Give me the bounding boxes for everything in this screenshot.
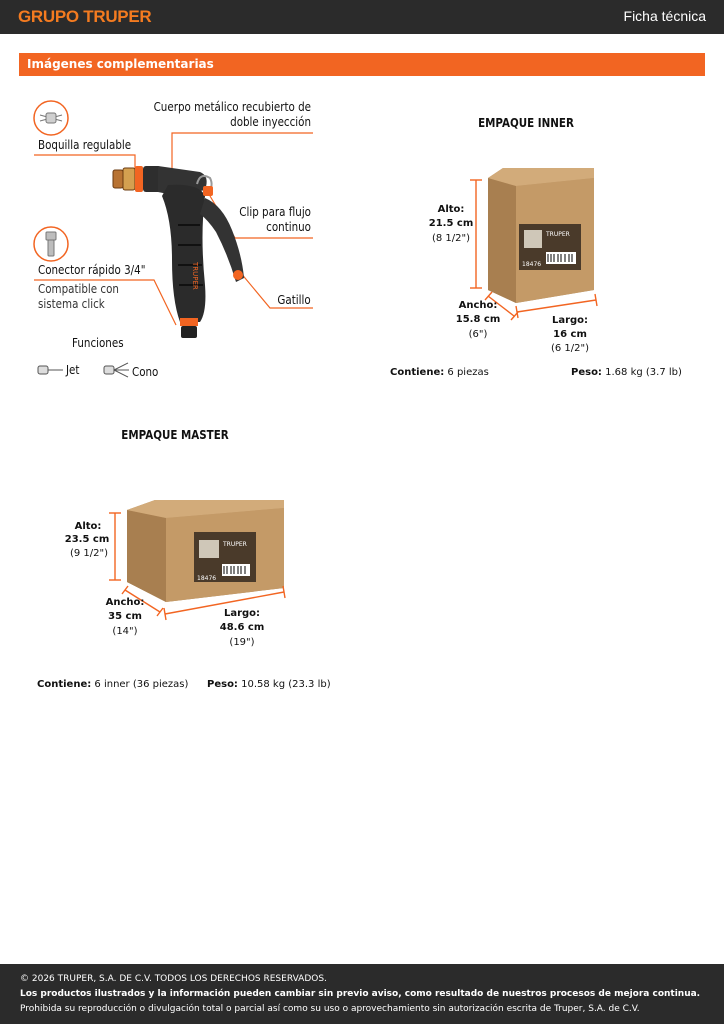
master-largo-label: Largo: [223, 608, 261, 619]
inner-peso: Peso: 1.68 kg (3.7 lb) [571, 367, 682, 378]
footer-notice: Los productos ilustrados y la información pueden cambiar sin previo aviso, como resultado de nuestros procesos de mejora continua. [20, 989, 701, 999]
inner-largo-label: Largo: [551, 315, 589, 326]
callout-trigger-label: Gatillo [277, 293, 311, 307]
footer-legal: Prohibida su reproducción o divulgación total o parcial así como su uso o aprovechamiento sin autorización escrita de Truper, S.A. de C.V. [20, 1004, 640, 1014]
svg-text:18476: 18476 [522, 261, 542, 268]
master-alto-label: Alto: [74, 521, 102, 532]
svg-text:TRUPER: TRUPER [546, 231, 570, 238]
master-alto-cm: 23.5 cm [64, 534, 110, 545]
svg-text:TRUPER: TRUPER [223, 541, 247, 548]
callout-connector-label: Conector rápido 3/4" [38, 263, 146, 277]
inner-package-title: EMPAQUE INNER [478, 116, 574, 130]
inner-ancho-label: Ancho: [458, 300, 498, 311]
inner-largo-cm: 16 cm [553, 329, 587, 340]
inner-ancho-in: (6") [468, 329, 488, 340]
function-jet-label: Jet [66, 363, 80, 377]
master-ancho-label: Ancho: [105, 597, 145, 608]
inner-alto-in: (8 1/2") [431, 233, 471, 244]
function-cono-label: Cono [132, 365, 159, 379]
callout-connector-note: Compatible con sistema click [38, 282, 119, 311]
master-ancho-in: (14") [112, 626, 138, 637]
master-package-title: EMPAQUE MASTER [121, 428, 229, 442]
inner-largo-in: (6 1/2") [550, 343, 590, 354]
inner-alto-label: Alto: [437, 204, 465, 215]
callout-clip-label: Clip para flujo continuo [239, 205, 311, 234]
brand-logo: GRUPO TRUPER [18, 7, 152, 26]
footer [0, 964, 724, 1024]
master-alto-in: (9 1/2") [69, 548, 109, 559]
inner-alto-cm: 21.5 cm [428, 218, 474, 229]
callout-nozzle-label: Boquilla regulable [38, 138, 132, 152]
master-ancho-cm: 35 cm [108, 611, 142, 622]
footer-copyright: © 2026 TRUPER, S.A. DE C.V. TODOS LOS DERECHOS RESERVADOS. [20, 974, 327, 984]
functions-title: Funciones [72, 336, 124, 350]
svg-text:TRUPER: TRUPER [191, 262, 199, 290]
callout-body-label: Cuerpo metálico recubierto de doble inyección [153, 100, 311, 129]
master-contiene: Contiene: 6 inner (36 piezas) [37, 679, 189, 690]
master-peso: Peso: 10.58 kg (23.3 lb) [207, 679, 331, 690]
master-largo-cm: 48.6 cm [219, 622, 265, 633]
document-type-label: Ficha técnica [623, 8, 706, 24]
svg-text:18476: 18476 [197, 575, 217, 582]
master-largo-in: (19") [229, 637, 255, 648]
section-title: Imágenes complementarias [27, 57, 214, 71]
inner-ancho-cm: 15.8 cm [455, 314, 501, 325]
inner-contiene: Contiene: 6 piezas [390, 367, 489, 378]
